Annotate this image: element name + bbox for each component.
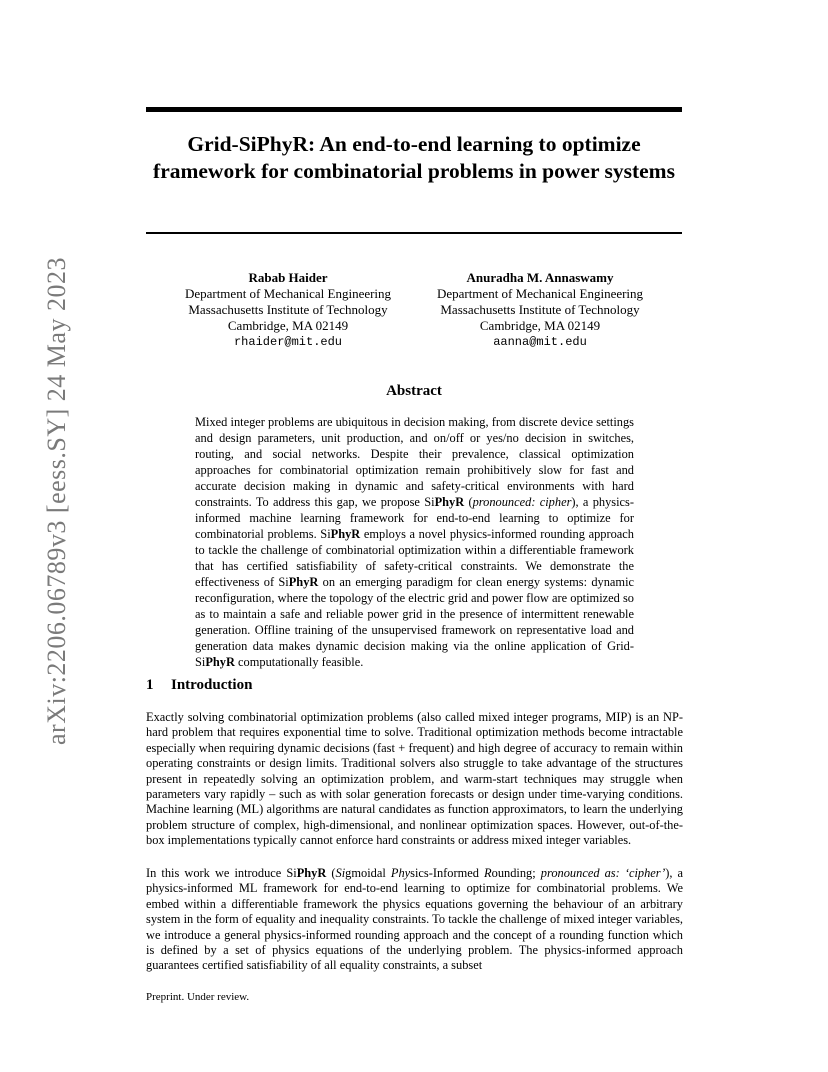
section-number: 1 [146,677,154,693]
author-email: aanna@mit.edu [493,335,587,349]
paper-title: Grid-SiPhyR: An end-to-end learning to optimize framework for combinatorial problems in power systems [153,132,675,183]
section-heading-introduction [146,677,252,694]
arxiv-side-stamp: arXiv:2206.06789v3 [eess.SY] 24 May 2023 [42,257,71,745]
author-name: Anuradha M. Annaswamy [466,270,614,285]
author-department: Department of Mechanical Engineering [184,286,392,301]
author-block [405,270,675,350]
abstract-body: Mixed integer problems are ubiquitous in decision making, from discrete device settings and design parameters, unit production, and on/off or yes/no decision in switches, routing, and social networks. Despite their prevalence, classical optimization approaches for combinatorial optimization remain prohibitively slow for fast and accurate decision making in dynamic and safety-critical environments with hard constraints. To address this gap, we propose SiPhyR (pronounced: cipher), a physics-informed machine learning framework for end-to-end learning to optimize for combinatorial problems. SiPhyR employs a novel physics-informed rounding approach to tackle the challenge of combinatorial optimization within a differentiable framework that has certified satisfiability of safety-critical constraints. We demonstrate the effectiveness of SiPhyR on an emerging paradigm for clean energy systems: dynamic reconfiguration, where the topology of the electric grid and power flow are optimized so as to maintain a safe and reliable power grid in the presence of intermittent renewable generation. Offline training of the unsupervised framework on representative load and generation data makes dynamic decision making via the online application of Grid-SiPhyR computationally feasible. [195,415,635,669]
intro-paragraph-2: In this work we introduce SiPhyR (Sigmoidal Physics-Informed Rounding; pronounced as: ‘cipher’), a physics-informed ML framework for end-to-end learning to optimize for combinatorial problems. We embed within a differentiable framework the physics equations governing the behaviour of an arbitrary system in the form of equality and inequality constraints. To tackle the challenge of mixed integer variables, we introduce a general physics-informed rounding approach and the concept of a rounding function which is defined by a set of physics equations of the underlying problem. The physics-informed approach guarantees certified satisfiability of all equality constraints, a subset [146,866,684,973]
abstract-heading: Abstract [386,383,442,399]
author-block [153,270,423,350]
author-location: Cambridge, MA 02149 [227,318,349,333]
author-institution: Massachusetts Institute of Technology [440,302,640,317]
author-name: Rabab Haider [248,270,328,285]
section-title: Introduction [171,677,253,693]
author-institution: Massachusetts Institute of Technology [188,302,388,317]
title-top-rule [146,107,682,112]
title-bottom-rule [146,232,682,234]
author-email: rhaider@mit.edu [233,335,343,349]
author-location: Cambridge, MA 02149 [479,318,601,333]
author-department: Department of Mechanical Engineering [436,286,644,301]
intro-paragraph-1: Exactly solving combinatorial optimization problems (also called mixed integer programs, MIP) is an NP-hard problem that requires exponential time to solve. Traditional optimization methods become intractable especially when requiring dynamic decisions (fast + frequent) and high degree of accuracy to remain within operating constraints or design limits. Traditional solvers also struggle to take advantage of the structures present in repeatedly solving an optimization problem, and warm-start techniques may struggle when parameters vary rapidly – such as with solar generation forecasts or design under time-varying conditions. Machine learning (ML) algorithms are natural candidates as function approximators, to learn the underlying problem structure of complex, high-dimensional, and nonlinear optimization spaces. However, out-of-the-box implementations typically cannot enforce hard constraints or address mixed integer variables. [146,710,683,848]
page-footer: Preprint. Under review. [146,991,250,1003]
